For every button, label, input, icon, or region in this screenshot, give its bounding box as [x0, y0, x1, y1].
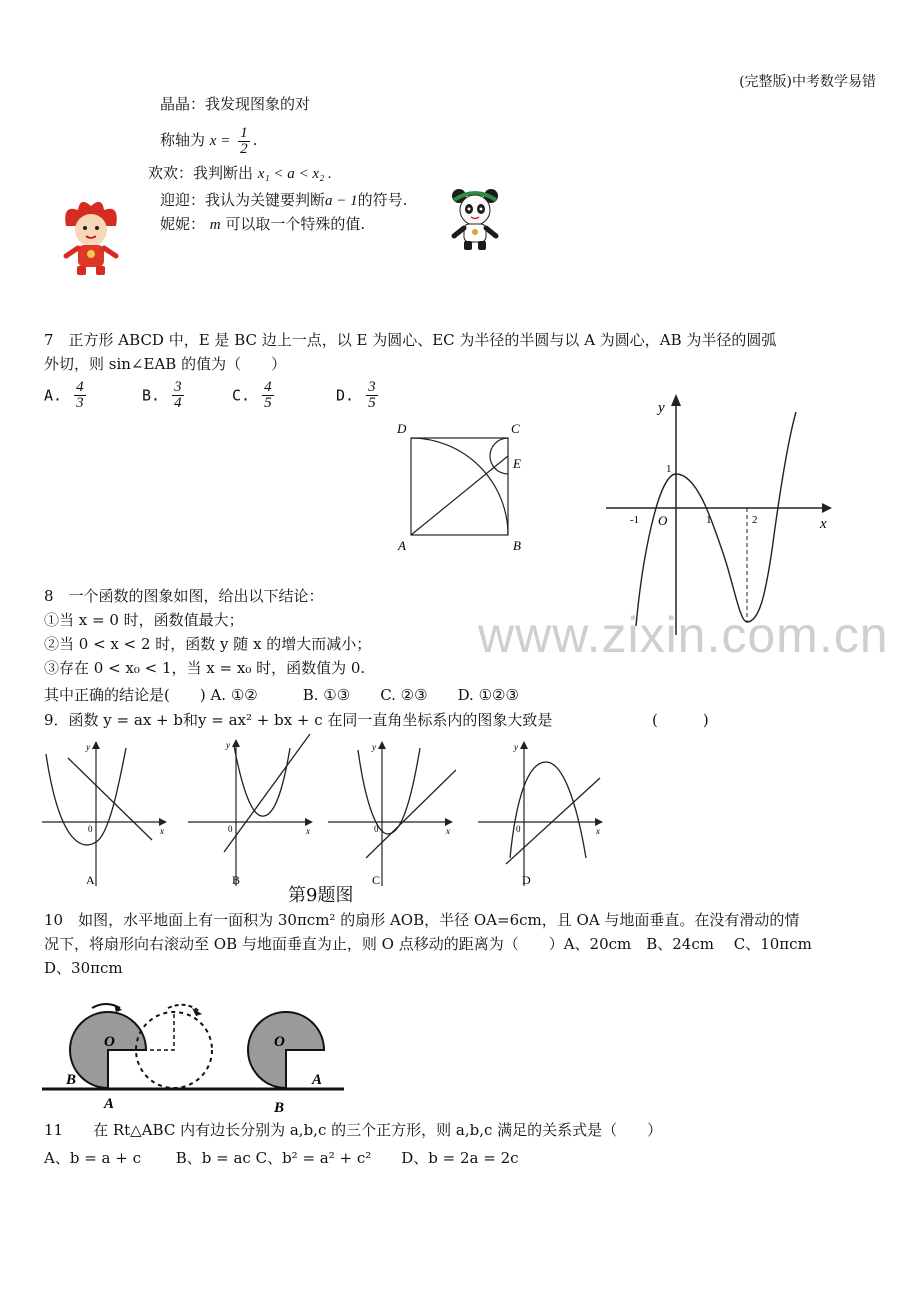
line — [506, 778, 600, 864]
dialog-jingjing-line1: 晶晶：我发现图象的对 — [160, 95, 311, 113]
label-y: y — [658, 400, 665, 416]
origin-label: 0 — [374, 824, 379, 834]
axis-y-label: y — [514, 742, 518, 752]
q8-function-graph — [600, 390, 840, 638]
label-a1: A — [104, 1096, 115, 1112]
dialog-jingjing-line2: 称轴为 x = $\frac{1}{2}$ . — [160, 124, 258, 157]
segment-ae — [411, 456, 508, 535]
line — [224, 734, 310, 852]
q11-line1: 11 在 Rt△ABC 内有边长分别为 a,b,c 的三个正方形，则 a,b,c 满足的关系式是（ ） — [44, 1121, 663, 1139]
axis-y-label: y — [86, 742, 90, 752]
q10-rolling-sector-figure — [40, 996, 350, 1118]
origin-label: 0 — [88, 824, 93, 834]
q10-line2: 况下，将扇形向右滚动至 OB 与地面垂直为止，则 O 点移动的距离为（ ）A、20cm B、24cm C、10πcm — [44, 935, 812, 953]
arc-from-a — [411, 438, 508, 535]
panel-label-b: B — [232, 873, 241, 887]
label-a: A — [398, 538, 406, 553]
panel-label-c: C — [372, 873, 381, 887]
page-header-title: (完整版)中考数学易错 — [739, 74, 876, 90]
q8-line1: 8 一个函数的图象如图，给出以下结论： — [44, 587, 324, 605]
q8-conclusion-1: ①当 x = 0 时，函数值最大； — [44, 611, 244, 629]
label-x: x — [820, 516, 827, 532]
label-o1: O — [104, 1034, 115, 1050]
q10-line1: 10 如图，水平地面上有一面积为 30πcm² 的扇形 AOB，半径 OA=6cm，且 OA 与地面垂直。在没有滑动的情 — [44, 911, 800, 929]
q7-option-a: A. $\frac{4}{3}$ — [44, 379, 84, 411]
panel-label-d: D — [522, 873, 531, 887]
q11-line2: A、b = a + c B、b = ac C、b² = a² + c² D、b = 2a = 2c — [44, 1149, 519, 1167]
q9-panel-b — [186, 732, 316, 890]
label-b: B — [513, 538, 521, 553]
y-axis-arrow — [671, 394, 681, 406]
parabola — [358, 748, 420, 834]
label-b2: B — [274, 1100, 285, 1116]
label-c: C — [511, 421, 520, 436]
label-b1: B — [66, 1072, 77, 1088]
q8-answer-options: 其中正确的结论是( ) A. ①② B. ①③ C. ②③ D. ①②③ — [44, 686, 519, 704]
label-x-one: 1 — [706, 514, 712, 526]
q7-line1: 7 正方形 ABCD 中，E 是 BC 边上一点，以 E 为圆心、EC 为半径的半圆与以 A 为圆心，AB 为半径的圆弧 — [44, 331, 777, 349]
dialog-huanhuan: 欢欢：我判断出 x₁ < a < x₂ . — [148, 164, 332, 182]
sector-start — [70, 1012, 146, 1088]
label-d: D — [397, 421, 407, 436]
q9-panel-d — [476, 738, 606, 890]
q7-line2: 外切，则 sin∠EAB 的值为（ ） — [44, 355, 287, 373]
panel-label-a: A — [86, 873, 95, 887]
axis-y-label: y — [372, 742, 376, 752]
label-e: E — [513, 456, 521, 471]
q9-line1: 9．函数 y = ax + b和y = ax² + bx + c 在同一直角坐标系内的图象大致是 — [44, 711, 553, 729]
q7-option-d: D. $\frac{3}{5}$ — [336, 379, 376, 411]
axis-x-label: x — [160, 826, 164, 836]
mascot-jingjing-illustration — [446, 184, 504, 254]
axis-y-label: y — [226, 740, 230, 750]
q8-conclusion-2: ②当 0 < x < 2 时，函数 y 随 x 的增大而减小； — [44, 635, 372, 653]
q7-option-b: B. $\frac{3}{4}$ — [142, 379, 182, 411]
dialog-nini: 妮妮： m 可以取一个特殊的值. — [160, 215, 366, 233]
label-origin: O — [658, 513, 668, 528]
square-abcd — [411, 438, 508, 535]
origin-label: 0 — [228, 824, 233, 834]
q9-panel-c — [326, 738, 456, 890]
q9-figure-caption: 第9题图 — [288, 885, 354, 906]
label-a2: A — [312, 1072, 323, 1088]
q9-panel-a — [40, 738, 170, 890]
q10-line3: D、30πcm — [44, 959, 123, 977]
axis-x-label: x — [446, 826, 450, 836]
line — [68, 758, 152, 840]
label-neg-one: -1 — [630, 514, 640, 526]
dialog-yingying: 迎迎：我认为关键要判断a − 1的符号. — [160, 191, 408, 209]
q7-option-c: C. $\frac{4}{5}$ — [232, 379, 272, 411]
parabola — [510, 762, 586, 858]
x-axis-arrow — [822, 503, 832, 513]
label-o2: O — [274, 1034, 285, 1050]
watermark-text: www.zixin.com.cn — [478, 607, 889, 663]
origin-label: 0 — [516, 824, 521, 834]
axis-x-label: x — [596, 826, 600, 836]
parabola — [46, 748, 126, 845]
q7-square-figure — [392, 418, 532, 558]
mascot-huanhuan-illustration — [58, 196, 124, 276]
parabola — [234, 746, 290, 816]
line — [366, 770, 456, 858]
q9-answer-paren: ( ) — [652, 711, 709, 729]
label-y-one: 1 — [666, 463, 672, 475]
axis-x-label: x — [306, 826, 310, 836]
q8-conclusion-3: ③存在 0 < x₀ < 1，当 x = x₀ 时，函数值为 0. — [44, 659, 366, 677]
label-two: 2 — [752, 514, 758, 526]
